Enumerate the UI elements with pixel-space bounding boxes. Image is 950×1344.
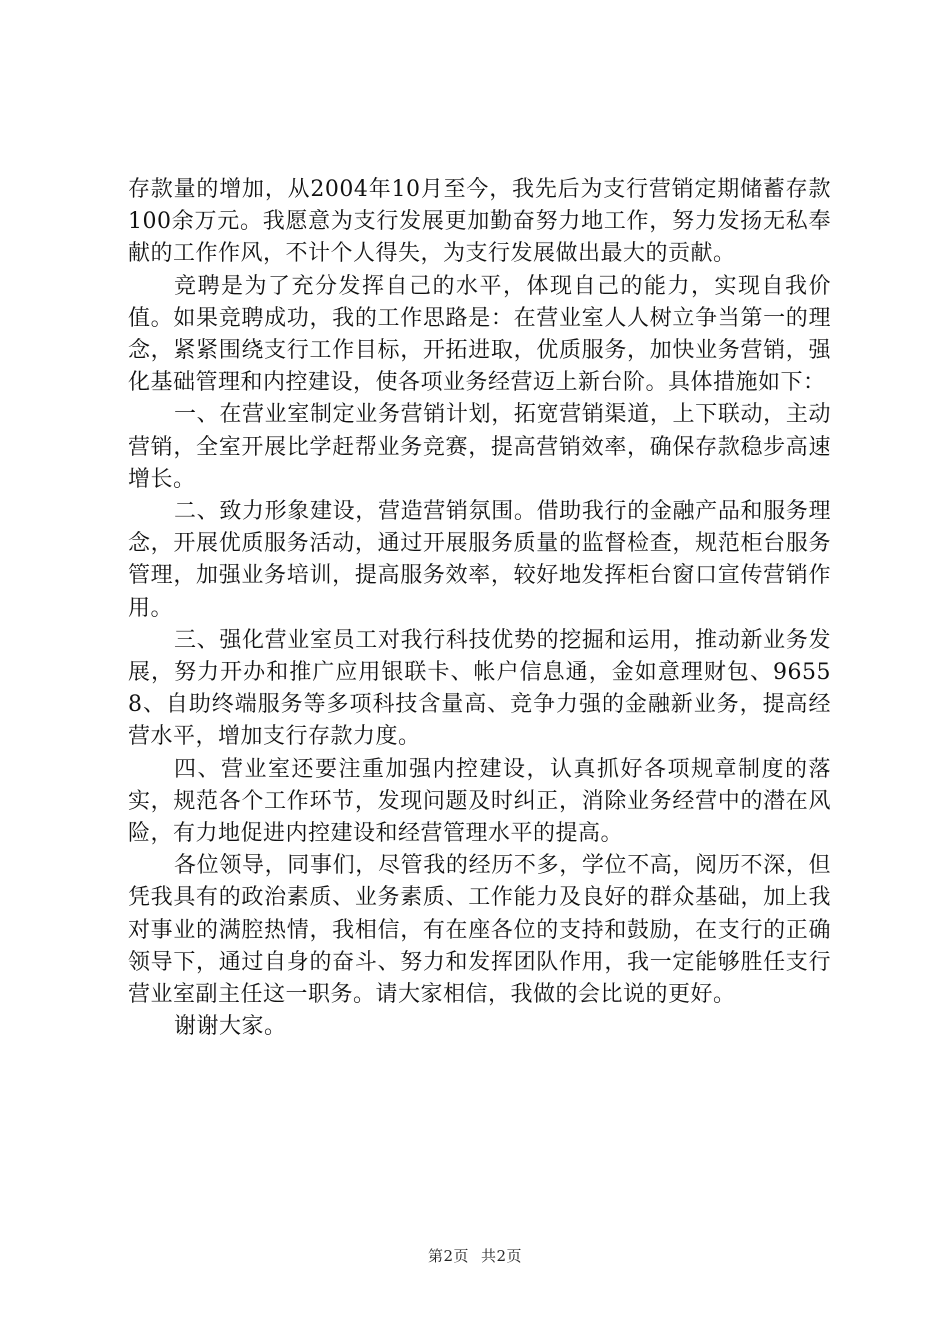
paragraph-measure-4: 四、营业室还要注重加强内控建设，认真抓好各项规章制度的落实，规范各个工作环节，发现问题及时纠正，消除业务经营中的潜在风险，有力地促进内控建设和经营管理水平的提高。 — [128, 756, 831, 847]
paragraph-measure-2: 二、致力形象建设，营造营销氛围。借助我行的金融产品和服务理念，开展优质服务活动，通过开展服务质量的监督检查，规范柜台服务管理，加强业务培训，提高服务效率，较好地发挥柜台窗口宣传营销作用。 — [128, 499, 831, 621]
paragraph-closing: 各位领导，同事们，尽管我的经历不多，学位不高，阅历不深，但凭我具有的政治素质、业务素质、工作能力及良好的群众基础，加上我对事业的满腔热情，我相信，有在座各位的支持和鼓励，在支行的正确领导下，通过自身的奋斗、努力和发挥团队作用，我一定能够胜任支行营业室副主任这一职务。请大家相信，我做的会比说的更好。 — [128, 853, 831, 1008]
page-footer — [0, 1245, 950, 1266]
paragraph-measure-3: 三、强化营业室员工对我行科技优势的挖掘和运用，推动新业务发展，努力开办和推广应用银联卡、帐户信息通，金如意理财包、96558、自助终端服务等多项科技含量高、竞争力强的金融新业务，提高经营水平，增加支行存款力度。 — [128, 627, 831, 750]
paragraph-thanks: 谢谢大家。 — [174, 1014, 287, 1040]
page-number-total: 共2页 — [481, 1247, 523, 1265]
paragraph-continuation: 存款量的增加，从2004年10月至今，我先后为支行营销定期储蓄存款100余万元。我愿意为支行发展更加勤奋努力地工作，努力发扬无私奉献的工作作风，不计个人得失，为支行发展做出最大的贡献。 — [128, 177, 831, 267]
paragraph-measure-1: 一、在营业室制定业务营销计划，拓宽营销渠道，上下联动，主动营销，全室开展比学赶帮业务竞赛，提高营销效率，确保存款稳步高速增长。 — [128, 402, 831, 492]
page-number-current: 第2页 — [427, 1247, 469, 1265]
document-body — [128, 174, 831, 1043]
paragraph-intro-plan: 竞聘是为了充分发挥自己的水平，体现自己的能力，实现自我价值。如果竞聘成功，我的工作思路是：在营业室人人树立争当第一的理念，紧紧围绕支行工作目标，开拓进取，优质服务，加快业务营销，强化基础管理和内控建设，使各项业务经营迈上新台阶。具体措施如下： — [128, 273, 831, 396]
